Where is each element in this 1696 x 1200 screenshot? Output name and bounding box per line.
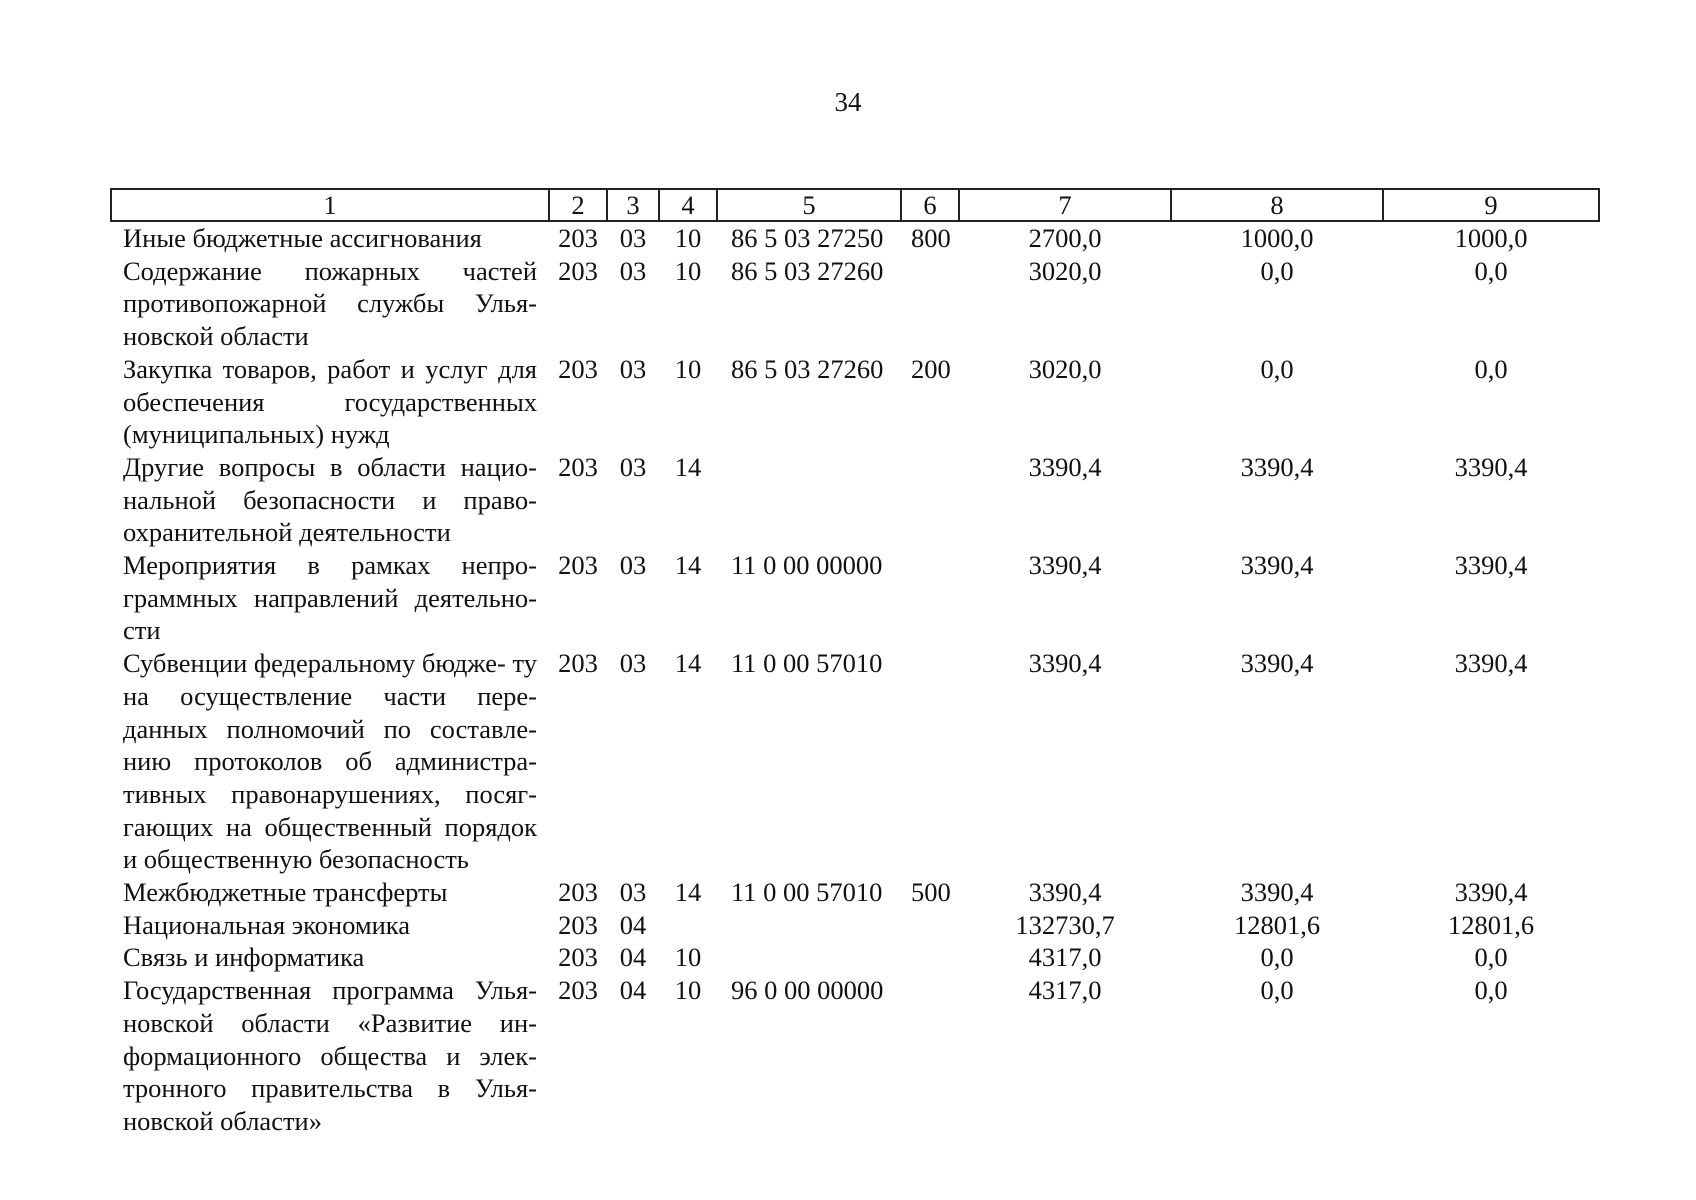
- table-row: [111, 909, 1599, 942]
- row-vr: [901, 255, 959, 353]
- row-gr: 203: [558, 909, 598, 940]
- table-header-row: [111, 189, 1599, 221]
- header-cell: 3: [607, 189, 659, 221]
- row-name: Иные бюджетные ассигнования: [123, 223, 482, 253]
- row-value-2: 0,0: [1260, 942, 1294, 973]
- row-gr: 203: [558, 550, 598, 581]
- row-value-1: 3390,4: [1028, 877, 1102, 908]
- table-row: [111, 221, 1599, 255]
- row-name: Государственная программа Улья- новской области «Развитие ин- формационного общества и элек- тронного правительства в Улья- новской области»: [123, 975, 537, 1136]
- row-name: Мероприятия в рамках непро- граммных направлений деятельно- сти: [123, 550, 537, 646]
- row-cs: [717, 451, 901, 549]
- row-gr: 203: [558, 353, 598, 384]
- row-value-3: 3390,4: [1454, 550, 1528, 581]
- row-name: Связь и информатика: [123, 942, 365, 973]
- row-rz: 03: [619, 353, 647, 384]
- table-row: [111, 647, 1599, 876]
- row-gr: 203: [558, 451, 598, 482]
- table-row: [111, 353, 1599, 451]
- row-rz: 04: [619, 909, 647, 940]
- row-value-3: 1000,0: [1454, 223, 1528, 253]
- row-gr: 203: [558, 877, 598, 908]
- row-name: Субвенции федеральному бюдже- ту на осуществление части пере- данных полномочий по составле- нию протоколов об администра- тивных правонарушениях, посяг- гающих на общественный порядок и общественную безопасность: [123, 648, 537, 875]
- row-value-2: 0,0: [1260, 975, 1294, 1006]
- header-cell: 1: [111, 189, 549, 221]
- page-number: 34: [834, 87, 862, 117]
- row-vr: [901, 451, 959, 549]
- row-vr: [901, 941, 959, 974]
- row-rz: 04: [619, 975, 647, 1006]
- row-cs: 11 0 00 00000: [731, 550, 883, 581]
- row-pr: 14: [674, 550, 702, 581]
- row-vr: [901, 647, 959, 876]
- header-cell: 4: [659, 189, 717, 221]
- row-value-1: 132730,7: [1015, 909, 1115, 940]
- row-cs: 11 0 00 57010: [731, 877, 883, 908]
- row-value-2: 0,0: [1260, 353, 1294, 384]
- table-row: [111, 549, 1599, 647]
- row-value-1: 3020,0: [1028, 353, 1102, 384]
- row-value-2: 3390,4: [1240, 451, 1314, 482]
- row-pr: 10: [674, 942, 702, 973]
- row-rz: 03: [619, 451, 647, 482]
- table-row: [111, 876, 1599, 909]
- row-vr: [901, 549, 959, 647]
- row-pr: 14: [674, 648, 702, 679]
- row-value-2: 3390,4: [1240, 648, 1314, 679]
- row-value-1: 3390,4: [1028, 550, 1102, 581]
- table-row: [111, 941, 1599, 974]
- row-gr: 203: [558, 942, 598, 973]
- row-name: Закупка товаров, работ и услуг для обеспечения государственных (муниципальных) нужд: [123, 353, 537, 450]
- table-row: [111, 255, 1599, 353]
- row-value-1: 3390,4: [1028, 451, 1102, 482]
- row-pr: 10: [674, 353, 702, 384]
- row-value-3: 12801,6: [1447, 909, 1535, 940]
- row-value-3: 3390,4: [1454, 877, 1528, 908]
- row-vr: 200: [911, 353, 951, 384]
- row-rz: 03: [619, 648, 647, 679]
- header-cell: 6: [901, 189, 959, 221]
- row-name: Национальная экономика: [123, 909, 411, 940]
- row-rz: 03: [619, 223, 647, 253]
- row-cs: 86 5 03 27250: [731, 223, 884, 253]
- row-pr: 10: [674, 975, 702, 1006]
- row-cs: [717, 909, 901, 942]
- row-pr: 14: [674, 451, 702, 482]
- row-rz: 04: [619, 942, 647, 973]
- header-cell: 8: [1171, 189, 1383, 221]
- row-gr: 203: [558, 223, 598, 253]
- row-pr: [659, 909, 717, 942]
- header-cell: 9: [1383, 189, 1599, 221]
- row-value-2: 1000,0: [1240, 223, 1314, 253]
- row-rz: 03: [619, 550, 647, 581]
- row-pr: 10: [674, 255, 702, 286]
- row-cs: 11 0 00 57010: [731, 648, 883, 679]
- row-value-3: 3390,4: [1454, 451, 1528, 482]
- row-vr: 500: [911, 877, 951, 908]
- row-name: Содержание пожарных частей противопожарной службы Улья- новской области: [123, 255, 537, 352]
- row-pr: 10: [674, 223, 702, 253]
- row-vr: [901, 974, 959, 1138]
- row-cs: [717, 941, 901, 974]
- row-name: Межбюджетные трансферты: [123, 877, 448, 908]
- row-rz: 03: [619, 255, 647, 286]
- row-value-1: 2700,0: [1028, 223, 1102, 253]
- row-gr: 203: [558, 975, 598, 1006]
- row-value-1: 4317,0: [1028, 942, 1102, 973]
- table-row: [111, 974, 1599, 1138]
- row-cs: 86 5 03 27260: [731, 353, 884, 384]
- header-cell: 7: [959, 189, 1171, 221]
- row-value-2: 3390,4: [1240, 877, 1314, 908]
- row-value-3: 0,0: [1474, 353, 1508, 384]
- row-value-2: 12801,6: [1233, 909, 1321, 940]
- budget-table: [110, 188, 1600, 1138]
- row-vr: 800: [911, 223, 951, 253]
- row-value-1: 3020,0: [1028, 255, 1102, 286]
- row-value-1: 4317,0: [1028, 975, 1102, 1006]
- row-gr: 203: [558, 255, 598, 286]
- row-value-3: 3390,4: [1454, 648, 1528, 679]
- header-cell: 5: [717, 189, 901, 221]
- row-pr: 14: [674, 877, 702, 908]
- row-value-3: 0,0: [1474, 975, 1508, 1006]
- table-row: [111, 451, 1599, 549]
- row-gr: 203: [558, 648, 598, 679]
- row-name: Другие вопросы в области нацио- нальной безопасности и право- охранительной деятельности: [123, 451, 537, 548]
- row-rz: 03: [619, 877, 647, 908]
- row-value-3: 0,0: [1474, 255, 1508, 286]
- row-value-2: 0,0: [1260, 255, 1294, 286]
- row-value-3: 0,0: [1474, 942, 1508, 973]
- row-value-1: 3390,4: [1028, 648, 1102, 679]
- row-value-2: 3390,4: [1240, 550, 1314, 581]
- header-cell: 2: [549, 189, 607, 221]
- row-cs: 96 0 00 00000: [731, 975, 884, 1006]
- row-vr: [901, 909, 959, 942]
- row-cs: 86 5 03 27260: [731, 255, 884, 286]
